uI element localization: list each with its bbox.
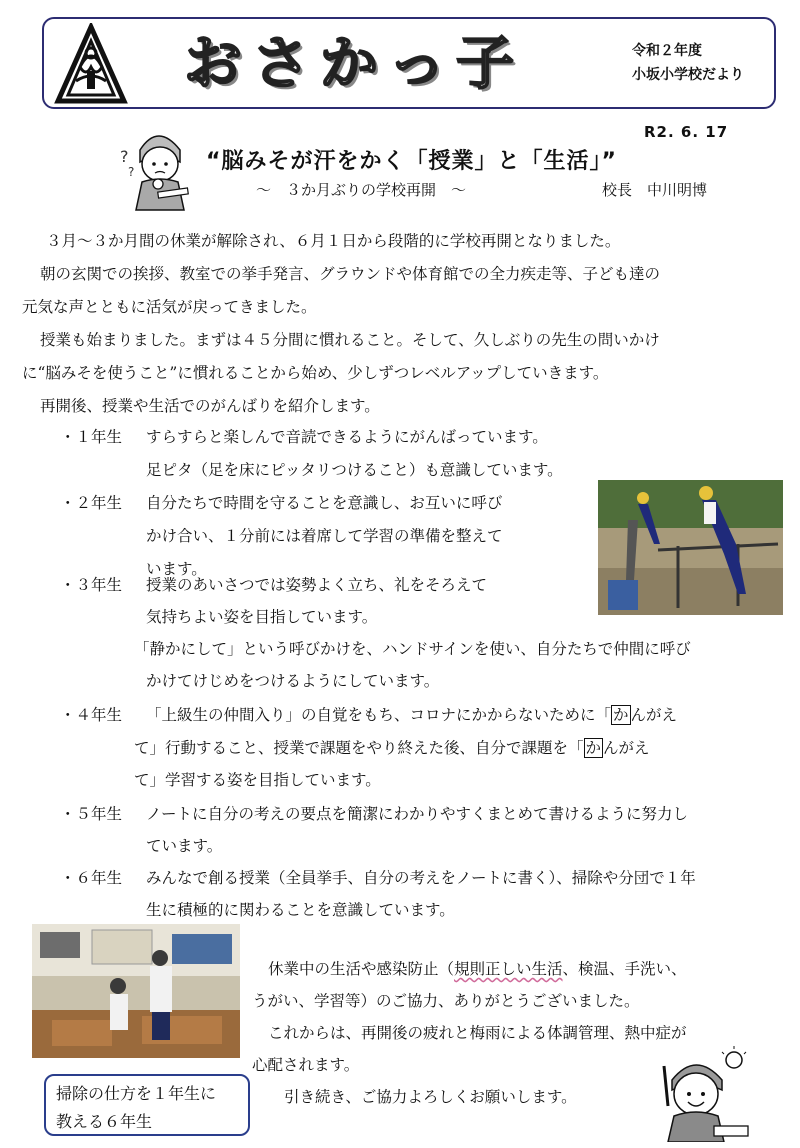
closing-line: うがい、学習等）のご協力、ありがとうございました。: [252, 992, 640, 1010]
fiscal-year: 令和２年度: [632, 43, 702, 59]
idea-child-illustration: [656, 1046, 752, 1142]
article-author: 校長 中川明博: [602, 181, 708, 199]
photo-classroom-cleaning: [32, 924, 240, 1058]
grade-3-text: 気持ちよい姿を目指しています。: [146, 608, 378, 626]
paragraph-line: ３月～３か月間の休業が解除され、６月１日から段階的に学校再開となりました。: [46, 232, 621, 250]
grade-2-text: います。: [146, 560, 207, 578]
grade-2-label: ・２年生: [60, 494, 123, 512]
grade-4-label: ・４年生: [60, 706, 123, 724]
grade-3-text: 「静かにして」という呼びかけを、ハンドサインを使い、自分たちで仲間に呼び: [134, 640, 691, 658]
grade-5-label: ・５年生: [60, 805, 123, 823]
grade-4-text: て」学習する姿を目指しています。: [134, 771, 381, 789]
closing-line: 引き続き、ご協力よろしくお願いします。: [284, 1088, 577, 1106]
svg-text:?: ?: [120, 147, 129, 166]
closing-line: 心配されます。: [252, 1056, 360, 1074]
newsletter-name: 小坂小学校だより: [632, 67, 744, 83]
boxed-character: か: [585, 739, 602, 757]
grade-3-label: ・３年生: [60, 576, 123, 594]
school-crest-icon: [54, 23, 128, 105]
caption-line: 掃除の仕方を１年生に: [56, 1084, 217, 1103]
closing-line: 休業中の生活や感染防止（規則正しい生活、検温、手洗い、: [268, 960, 687, 978]
grade-1-text: 足ピタ（足を床にピッタリつけること）も意識しています。: [146, 461, 563, 479]
issue-date: R2. 6. 17: [644, 123, 729, 141]
grade-2-text: かけ合い、１分前には着席して学習の準備を整えて: [146, 527, 503, 545]
grade-6-text: みんなで創る授業（全員挙手、自分の考えをノートに書く）、掃除や分団で１年: [146, 869, 696, 887]
newsletter-banner: [42, 17, 776, 109]
newsletter-title: おさかっ子: [184, 29, 525, 97]
grade-3-text: かけてけじめをつけるようにしています。: [146, 672, 440, 690]
closing-line: これからは、再開後の疲れと梅雨による体調管理、熱中症が: [268, 1024, 687, 1042]
thinking-child-illustration: [118, 120, 190, 212]
newsletter-meta: [632, 39, 744, 87]
boxed-character: か: [613, 706, 629, 724]
article-headline: “脳みそが汗をかく「授業」と「生活」”: [206, 149, 617, 174]
grade-5-text: ノートに自分の考えの要点を簡潔にわかりやすくまとめて書けるように努力し: [146, 805, 689, 823]
svg-text:?: ?: [128, 165, 135, 179]
grade-1-label: ・１年生: [60, 428, 123, 446]
paragraph-line: 再開後、授業や生活でのがんばりを紹介します。: [40, 397, 380, 415]
grade-4-text: て」行動すること、授業で課題をやり終えた後、自分で課題を「 か んがえ: [134, 739, 650, 757]
grade-1-text: すらすらと楽しんで音読できるようにがんばっています。: [146, 428, 548, 446]
article-subheading: ～ ３か月ぶりの学校再開 ～: [256, 181, 467, 199]
grade-3-text: 授業のあいさつでは姿勢よく立ち、礼をそろえて: [146, 576, 488, 594]
grade-2-text: 自分たちで時間を守ることを意識し、お互いに呼び: [146, 494, 503, 512]
photo-students-exercising: [598, 480, 783, 615]
grade-5-text: ています。: [146, 837, 223, 855]
grade-4-text: 「上級生の仲間入り」の自覚をもち、コロナにかからないために「 か んがえ: [146, 706, 678, 724]
paragraph-line: に“脳みそを使うこと”に慣れることから始め、少しずつレベルアップしていきます。: [22, 364, 609, 382]
grade-6-text: 生に積極的に関わることを意識しています。: [146, 901, 455, 919]
photo-caption: [44, 1074, 250, 1136]
paragraph-line: 元気な声とともに活気が戻ってきました。: [22, 298, 317, 316]
paragraph-line: 朝の玄関での挨拶、教室での挙手発言、グラウンドや体育館での全力疾走等、子ども達の: [40, 265, 661, 283]
grade-6-label: ・６年生: [60, 869, 123, 887]
caption-line: 教える６年生: [56, 1112, 153, 1131]
paragraph-line: 授業も始まりました。まずは４５分間に慣れること。そして、久しぶりの先生の問いかけ: [40, 331, 660, 349]
underlined-phrase: 規則正しい生活: [454, 960, 563, 978]
